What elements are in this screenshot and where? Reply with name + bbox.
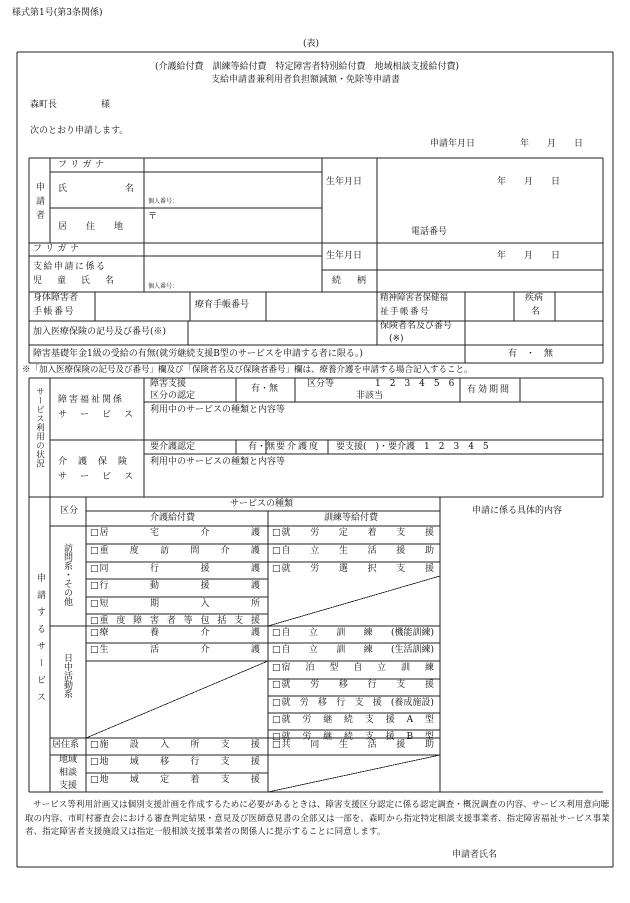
service-label-char: 域 [129,757,139,767]
service-label-char: 動 [150,581,160,591]
welfare-in-use-label: 利用中のサービスの種類と内容等 [150,405,286,415]
ryoiku-handbook-input[interactable] [267,293,376,320]
child-furigana-input[interactable] [145,244,321,255]
service-label-char: 練 [363,645,373,655]
category-values[interactable]: 1 2 3 4 5 6 [375,379,455,389]
child-furigana-label: フリガナ [33,244,83,254]
child-birth-field[interactable]: 年 月 日 [497,251,561,261]
service-label-char: 援 [250,740,260,750]
category-label: 区分等 [307,379,335,389]
service-label-char: 活 [367,740,377,750]
service-label-char: 同 [99,564,109,574]
checkbox[interactable]: □ [272,528,281,538]
service-label-char: 入 [160,740,170,750]
child-name-input[interactable] [145,257,321,291]
checkbox[interactable]: □ [90,775,99,785]
service-label-char: 所 [190,740,200,750]
service-label-char: 度 [129,546,139,556]
training-service-option[interactable] [272,664,434,673]
service-label [100,547,260,556]
service-label-char: 支 [220,757,230,767]
service-label-char: 就 [281,528,291,538]
specific-content-input[interactable] [441,527,602,791]
community-group-label-2: 相談 [59,768,78,778]
ryoiku-handbook-label: 療育手帳番号 [195,300,250,310]
checkbox[interactable]: □ [90,581,99,591]
service-label-char: 護 [250,628,260,638]
services-side-label: 申請するサービス [35,573,45,709]
service-label-char: 就 [281,698,291,708]
service-label-char: 泊 [305,663,315,673]
care-in-use-input[interactable] [145,455,602,496]
service-label [282,629,434,638]
service-label [100,776,260,785]
mental-handbook-label-1: 精神障害者保健福 [380,293,449,303]
service-label-char: 度 [116,616,126,626]
category-header: 区分 [60,506,79,516]
service-label [282,547,434,556]
service-label-char: 護 [250,546,260,556]
kaigo-service-option[interactable] [90,529,260,538]
service-label-char: 立 [310,546,320,556]
usage-side-label: サービス利用の状況 [34,387,45,468]
service-label-char: 就 [281,732,291,742]
service-label-char: 援 [396,740,406,750]
checkbox[interactable]: □ [90,546,99,556]
physical-handbook-label-2: 手帳番号 [33,307,76,317]
service-label-char: 介 [200,645,210,655]
service-label-char: 域 [129,775,139,785]
checkbox[interactable]: □ [272,732,281,742]
child-name-label-2: 児童氏名 [33,276,130,286]
checkbox[interactable]: □ [90,616,99,626]
service-label-char: 労 [302,715,312,725]
service-label-char: 護 [250,645,260,655]
checkbox[interactable]: □ [272,628,281,638]
service-label-char: 介 [200,528,210,538]
kaigo-service-option[interactable] [90,629,260,638]
service-label-char: 労 [310,564,320,574]
service-label-char: 活 [367,546,377,556]
service-label-char: 訓 [401,663,411,673]
child-personal-no-label: 個人番号： [148,283,179,290]
specific-content-header: 申請に係る具体的内容 [472,506,563,516]
service-label [282,529,434,538]
service-label-char: 介 [220,546,230,556]
kaigo-service-option[interactable] [90,565,260,574]
service-label-char: 養 [150,628,160,638]
physical-handbook-input[interactable] [96,293,189,320]
mental-handbook-input[interactable] [466,293,513,320]
service-label-char: 移 [160,757,170,767]
kunren-header: 訓練等給付費 [324,513,379,523]
service-label-char: 居 [99,528,109,538]
community-group-label-1: 地域 [59,755,78,765]
service-label-char: 援 [424,564,434,574]
service-label [282,646,434,655]
service-label-char: 選 [338,564,348,574]
service-label-char: 短 [99,599,109,609]
service-label-char: (養成施設) [390,698,434,708]
service-label-char: 重 [99,616,109,626]
service-label-char: 自 [353,663,363,673]
service-label-char: 包 [200,616,210,626]
checkbox[interactable]: □ [90,628,99,638]
valid-period-input[interactable] [521,379,602,401]
child-relation-input[interactable] [378,271,602,291]
service-label-char: 型 [329,663,339,673]
category-not-applicable[interactable]: 非該当 [356,391,384,401]
service-label [282,681,434,690]
disease-input[interactable] [556,293,602,320]
service-label-char: 支 [220,740,230,750]
service-label-char: 施 [99,740,109,750]
insurer-label-1: 保険者名及び番号 [380,321,453,331]
kaigo-service-option[interactable] [90,582,260,591]
service-label-char: 助 [424,546,434,556]
service-label-char: 問 [190,546,200,556]
pension-label: 障害基礎年金1級の受給の有無(就労継続支援B型のサービスを申請する者に限る。) [33,349,363,359]
applicant-furigana-label: フリガナ [58,160,108,170]
training-service-option[interactable] [272,646,434,655]
service-label-char: 等 [183,616,193,626]
training-service-option[interactable] [272,629,434,638]
welfare-in-use-input[interactable] [145,403,602,439]
service-label-char: 練 [424,663,434,673]
disease-label-1: 疾病 [525,293,544,303]
consent-text: サービス等利用計画又は個別支援計画を作成するために必要があるときは、障害支援区分認定に係る認定調査・概況調査の内容、サービス利用意向聴取の内容、市町村審査会における審査判定結果・意見及び医師意見書の全部又は一部を、森町から指定特定相談支援事業者、指定障害福祉サービス事業者、指定障害者支援施設又は指定一般相談支援事業者の関係人に提示することに同意します。 [25,800,610,837]
welfare-services-label-1: 障害福祉関係 [58,395,125,405]
service-label-char: 労 [310,528,320,538]
applicant-address-input[interactable] [145,209,602,242]
applicant-address-label: 居住地 [58,222,143,232]
service-label [282,565,434,574]
care-level-values[interactable]: 要支援( )・要介護 1 2 3 4 5 [336,442,489,452]
disease-label-2: 名 [531,307,541,317]
support-category-label-1: 障害支援 [150,379,187,389]
service-label-char: 移 [338,680,348,690]
service-label-char: 自 [281,645,291,655]
service-label-char: 労 [302,732,312,742]
service-label-char: 介 [200,628,210,638]
service-label-char: 支 [354,698,364,708]
service-label-char: 援 [424,680,434,690]
child-relation-label: 続柄 [332,276,383,286]
sheet-side: (表) [303,39,320,49]
service-label-char: 援 [200,564,210,574]
service-label-char: 生 [338,740,348,750]
applicant-name-input[interactable] [145,173,322,207]
form-title-line1: (介護給付費 訓練等給付費 特定障害者特別給付費 地域相談支援給付費) [155,62,460,72]
service-label-char: 練 [363,628,373,638]
applicant-personal-no-label: 個人番号： [148,198,179,205]
medical-insurance-label: 加入医療保険の記号及び番号(※) [33,327,167,337]
service-label-char: 支 [234,616,244,626]
service-label-char: 訪 [160,546,170,556]
service-label [100,529,260,538]
service-label-char: 地 [99,757,109,767]
service-label-char: 支 [364,732,374,742]
service-label-char: 就 [281,564,291,574]
service-label-char: B [406,732,414,742]
checkbox[interactable]: □ [272,740,281,750]
community-group-label-3: 支援 [59,781,78,791]
applicant-name-label: 氏名 [58,184,193,194]
service-label-char: 行 [99,581,109,591]
service-label-char: 生 [338,546,348,556]
service-label-char: 障 [133,616,143,626]
care-certification-label: 要介護認定 [150,442,196,452]
service-label [282,664,434,673]
care-insurance-label-2: サービス [58,472,147,482]
service-label [100,758,260,767]
service-label-char: 援 [200,581,210,591]
service-label-char: 訓 [336,628,346,638]
application-date-field[interactable]: 年 月 日 [520,139,584,149]
valid-period-label: 有効期間 [467,385,512,395]
applicant-birth-label: 生年月日 [326,177,363,187]
service-label [100,565,260,574]
service-label-char: 行 [336,698,346,708]
training-service-option[interactable] [272,741,434,750]
service-label-char: 活 [150,645,160,655]
service-label [100,617,260,626]
service-label-char: 宿 [281,663,291,673]
community-service-option[interactable] [90,758,260,767]
checkbox[interactable]: □ [272,546,281,556]
form-title-line2: 支給申請書兼利用者負担額減額・免除等申請書 [211,75,401,85]
service-label-char: 立 [308,645,318,655]
service-label-char: 療 [99,628,109,638]
service-label-char: 就 [281,680,291,690]
training-service-option[interactable] [272,547,434,556]
addressee: 森町長 [30,100,58,110]
child-name-label-1: 支給申請に係る [33,262,107,272]
insurer-input[interactable] [466,322,602,344]
service-label-char: 援 [250,616,260,626]
service-label-char: 定 [160,775,170,785]
checkbox[interactable]: □ [272,715,281,725]
checkbox[interactable]: □ [90,564,99,574]
service-label-char: 続 [344,715,354,725]
mental-handbook-label-2: 祉手帳番号 [380,307,431,317]
service-label-char: 宅 [150,528,160,538]
service-label-char: 同 [310,740,320,750]
form-number: 様式第1号(第3条関係) [12,8,103,18]
service-label-char: 自 [281,628,291,638]
applicant-side-label: 申請者 [34,182,44,224]
insurance-note: ※「加入医療保険の記号及び番号」欄及び「保険者名及び保険者番号」欄は、療養介護を申請する場合記入すること。 [22,365,473,375]
service-label-char: 労 [299,698,309,708]
service-label-char: 共 [281,740,291,750]
service-label-char: (生活訓練) [390,645,434,655]
service-label-char: 自 [281,546,291,556]
training-service-option[interactable] [272,681,434,690]
service-label-char: 期 [150,599,160,609]
child-birth-label: 生年月日 [326,251,363,261]
service-label-char: 支 [396,680,406,690]
physical-handbook-label-1: 身体障害者 [33,293,79,303]
service-label-char: 設 [129,740,139,750]
checkbox[interactable]: □ [272,564,281,574]
applicant-furigana-input[interactable] [145,159,322,172]
application-date-label: 申請年月日 [430,139,476,149]
service-label-char: 援 [372,698,382,708]
phone-label: 電話番号 [411,227,448,237]
service-label-char: 就 [281,715,291,725]
checkbox[interactable]: □ [90,599,99,609]
support-category-yes-no[interactable]: 有・無 [251,384,279,394]
checkbox[interactable]: □ [272,663,281,673]
postal-mark: 〒 [148,212,158,222]
checkbox[interactable]: □ [90,645,99,655]
checkbox[interactable]: □ [90,757,99,767]
kaigo-service-option[interactable] [90,741,260,750]
checkbox[interactable]: □ [272,645,281,655]
service-label-char: 生 [99,645,109,655]
service-label-char: 続 [344,732,354,742]
service-label [100,646,260,655]
service-label [100,741,260,750]
service-label-char: 支 [396,528,406,538]
service-label-char: 援 [250,775,260,785]
visit-group-label: 訪問系・その他 [62,543,72,606]
training-service-option[interactable] [272,716,434,725]
service-label-char: 支 [220,775,230,785]
service-label-char: 行 [150,564,160,574]
service-label-char: 援 [424,528,434,538]
service-label-char: 括 [217,616,227,626]
applicant-birth-field[interactable]: 年 月 日 [497,177,561,187]
support-category-label-2: 区分の認定 [150,391,196,401]
residential-group-label: 居住系 [52,740,80,750]
insurer-label-2: (※) [389,334,404,344]
service-label-char: 所 [250,599,260,609]
service-label-char: 立 [308,628,318,638]
service-label-char: 移 [317,698,327,708]
service-label [100,582,260,591]
training-service-option[interactable] [272,699,434,708]
service-label-char: 継 [323,732,333,742]
service-label-char: 重 [99,546,109,556]
kaigo-service-option[interactable] [90,547,260,556]
service-label-char: 訓 [336,645,346,655]
service-label-char: 型 [424,732,434,742]
service-label-char: 労 [310,680,320,690]
service-label-char: 支 [396,564,406,574]
service-label-char: 着 [367,528,377,538]
service-label-char: 護 [250,564,260,574]
intro-text: 次のとおり申請します。 [30,126,129,136]
service-label-char: 定 [338,528,348,538]
applicant-signature-input[interactable] [505,846,605,863]
service-label-char: 継 [323,715,333,725]
service-label [100,600,260,609]
service-label-char: 着 [190,775,200,785]
service-label-char: 援 [250,757,260,767]
day-activity-group-label: 日中活動系 [62,653,72,698]
care-insurance-label-1: 介護保険 [58,457,139,467]
service-label-char: 援 [396,546,406,556]
checkbox[interactable]: □ [272,680,281,690]
service-label-char: A [406,715,414,725]
training-service-option[interactable] [272,565,434,574]
kaigo-service-option[interactable] [90,600,260,609]
service-label-char: 支 [364,715,374,725]
service-label-char: 行 [190,757,200,767]
service-label-char: 助 [424,740,434,750]
service-label [282,716,434,725]
service-label-char: 援 [385,732,395,742]
service-label-char: 立 [377,663,387,673]
service-label-char: 型 [424,715,434,725]
training-service-option[interactable] [272,529,434,538]
community-service-option[interactable] [90,776,260,785]
applicant-signature-label: 申請者氏名 [452,850,498,860]
service-label-char: (機能訓練) [390,628,434,638]
checkbox[interactable]: □ [90,740,99,750]
service-label-char: 地 [99,775,109,785]
service-label-char: 者 [166,616,176,626]
service-label [282,699,434,708]
addressee-honorific: 様 [101,100,111,110]
kaigo-service-option[interactable] [90,617,260,626]
service-label-char: 護 [250,528,260,538]
welfare-services-label-2: サービス [58,410,147,420]
checkbox[interactable]: □ [272,698,281,708]
kaigo-service-option[interactable] [90,646,260,655]
service-label [282,741,434,750]
service-kind-header: サービスの種類 [230,499,294,509]
service-label-char: 援 [385,715,395,725]
care-certification-yes-no[interactable]: 有・無 [248,442,276,452]
service-label-char: 択 [367,564,377,574]
kaigo-header: 介護給付費 [150,513,196,523]
care-in-use-label: 利用中のサービスの種類と内容等 [150,457,286,467]
service-label-char: 入 [200,599,210,609]
care-level-label: 要介護度 [276,442,321,452]
service-label-char: 行 [367,680,377,690]
service-label [100,629,260,638]
medical-insurance-input[interactable] [189,322,376,344]
pension-options[interactable]: 有 ・ 無 [508,349,554,359]
service-label-char: 害 [150,616,160,626]
checkbox[interactable]: □ [90,528,99,538]
service-label-char: 護 [250,581,260,591]
